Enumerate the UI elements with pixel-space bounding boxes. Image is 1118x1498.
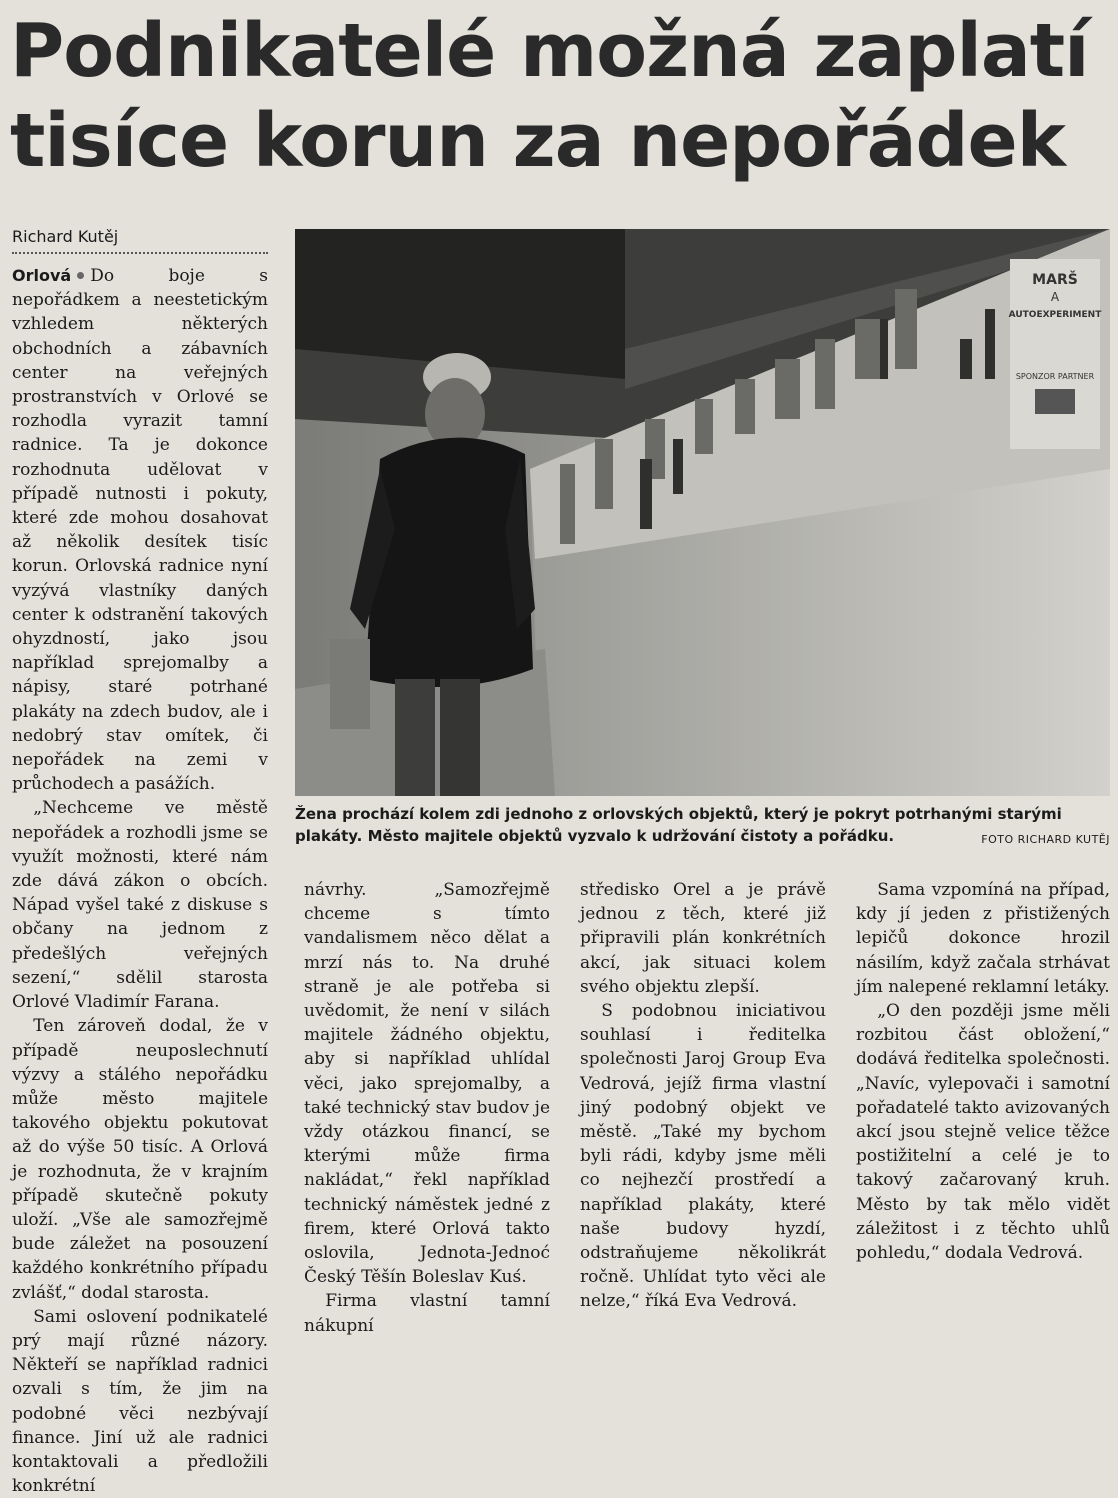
bullet-icon [77,272,84,279]
article-photo [295,229,1110,796]
paragraph: návrhy. „Samozřejmě chceme s tímto vandalismem něco dělat a mrzí nás to. Na druhé straně je ale potřeba si uvědomit, že není v silách majitele žádného objektu, aby si například uhlídal věci, jako sprejomalby, a také technický stav budov je vždy otázkou financí, se kterými může firma nakládat,“ řekl například technický náměstek jedné z firem, které Orlová takto oslovila, Jednota-Jednoć Český Těšín Boleslav Kuś. [304,880,550,1288]
paragraph: „Nechceme ve městě nepořádek a rozhodli jsme se využít možnosti, které nám zde dává zákon o obcích. Nápad vyšel také z diskuse s občany na jednom z předešlých veřejných sezení,“ sdělil starosta Orlové Vladimír Farana. [12,798,268,1013]
paragraph: Firma vlastní tamní nákupní [304,1291,550,1336]
paragraph: středisko Orel a je právě jednou z těch, které již připravili plán konkrétních akcí, jak situaci kolem svého objektu zlepší. [580,880,826,997]
headline-line-1: Podnikatelé možná zaplatí [10,8,1089,94]
article-column-3 [580,878,826,1314]
article-column-2 [304,878,550,1338]
article-column-4 [856,878,1110,1265]
paragraph: Orlová Do boje s nepořádkem a neestetickým vzhledem některých obchodních a zábavních center na veřejných prostranstvích v Orlové se rozhodla vyrazit tamní radnice. Ta je dokonce rozhodnuta udělovat v případě nutnosti i pokuty, které zde mohou dosahovat až několik desítek tisíc korun. Orlovská radnice nyní vyzývá vlastníky daných center k odstranění takových ohyzdností, jako jsou například sprejomalby a nápisy, staré potrhané plakáty na zdech budov, ale i nedobrý stav omítek, či nepořádek na zemi v průchodech a pasážích. [12,266,268,795]
photo-caption: Žena prochází kolem zdi jednoho z orlovských objektů, který je pokryt potrhanými starými plakáty. Město majitele objektů vyzvalo k udržování čistoty a pořádku. [295,805,1062,845]
paragraph: „O den později jsme měli rozbitou část obložení,“ dodává ředitelka společnosti. „Navíc, vylepovači i samotní pořadatelé takto avizovaných akcí jsou stejně velice těžce postižitelní a celé je to takový začarovaný kruh. Město by tak mělo vidět záležitost i z těchto uhlů pohledu,“ dodala Vedrová. [856,1001,1110,1264]
dateline: Orlová [12,266,72,285]
poster-text: AUTOEXPERIMENT [1008,310,1102,320]
article-column-1 [12,264,268,1498]
paragraph: S podobnou iniciativou souhlasí i ředitelka společnosti Jaroj Group Eva Vedrová, jejíž firma vlastní jiný podobný objekt ve městě. „Také my bychom byli rádi, kdyby jsme měli co nejhezčí prostředí a například plakáty, které naše budovy hyzdí, odstraňujeme několikrát ročně. Uhlídat tyto věci ale nelze,“ říká Eva Vedrová. [580,1001,826,1312]
poster-text: SPONZOR PARTNER [1015,372,1095,381]
paragraph: Sami oslovení podnikatelé prý mají různé názory. Někteří se například radnici ozvali s tím, že jim na podobné věci nezbývají finance. Jiní už ale radnici kontaktovali a předložili konkrétní [12,1306,268,1497]
headline [10,6,1110,186]
poster-text: MARŠ [1032,272,1078,288]
paragraph: Sama vzpomíná na případ, kdy jí jeden z přistižených lepičů dokonce hrozil násilím, když začala strhávat jím nalepené reklamní letáky. [856,880,1110,997]
poster-text: A [1050,290,1060,304]
byline: Richard Kutěj [12,224,268,254]
paragraph: Ten zároveň dodal, že v případě neuposlechnutí výzvy a stálého nepořádku může město majitele takového objektu pokutovat až do výše 50 tisíc. A Orlová je rozhodnuta, že v krajním případě skutečně pokuty uloží. „Vše ale samozřejmě bude záležet na posouzení každého konkrétního případu zvlášť,“ dodal starosta. [12,1016,268,1303]
headline-line-2: tisíce korun za nepořádek [10,98,1065,184]
photo-credit: FOTO RICHARD KUTĚJ [973,833,1110,846]
